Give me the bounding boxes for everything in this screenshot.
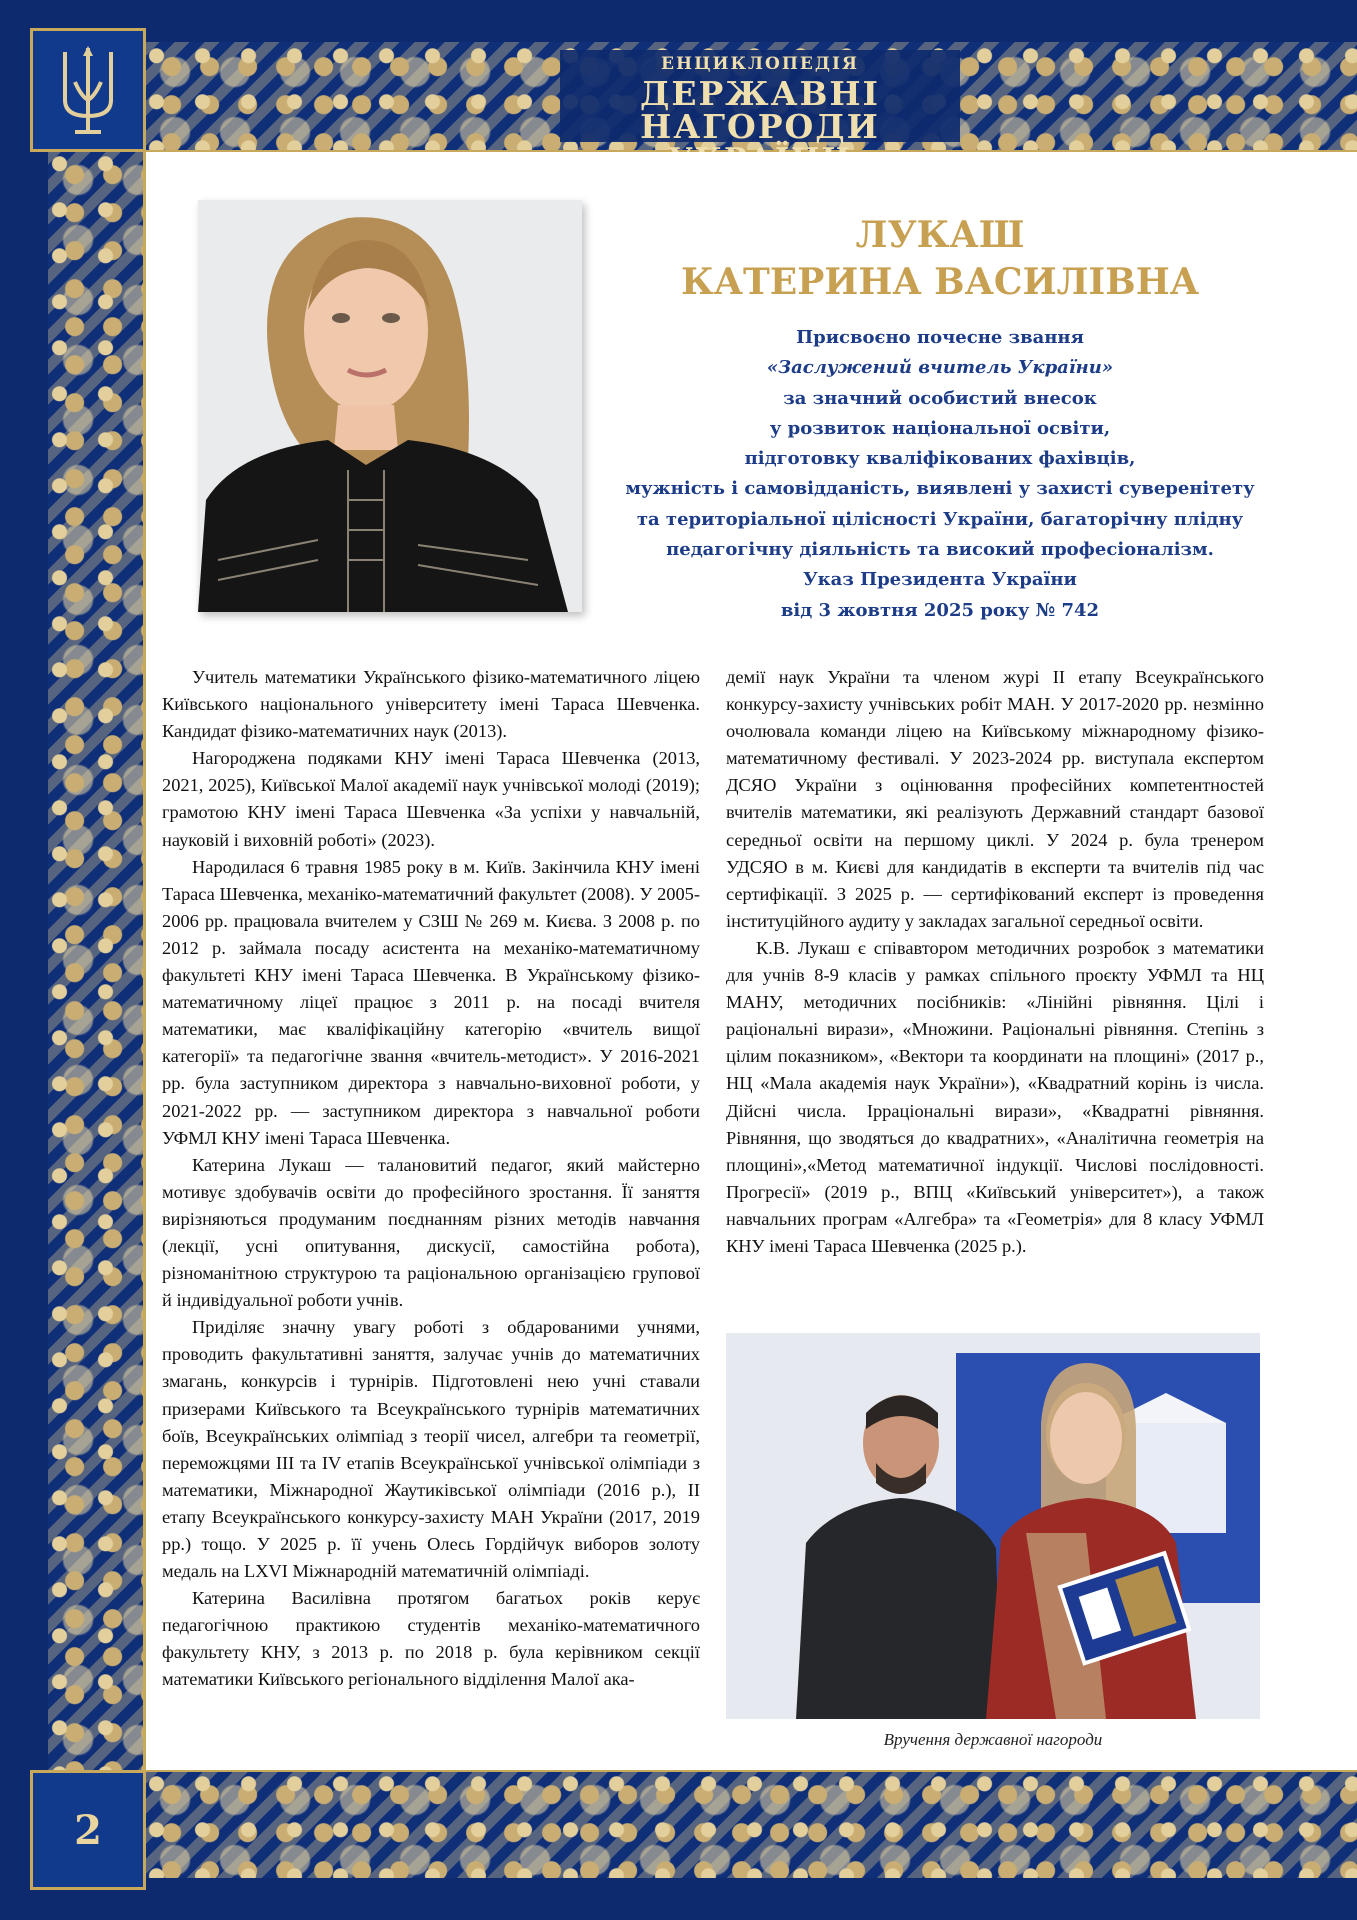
award-line-6: мужність і самовідданість, виявлені у захисті суверенітету bbox=[625, 478, 1255, 500]
paragraph: Народилася 6 травня 1985 року в м. Київ. Закінчила КНУ імені Тараса Шевченка, механіко-математичний факультет (2008). У 2005-2006 рр. працювала вчителем у СЗШ № 269 м. Києва. З 2008 р. по 2012 р. займала посаду асистента на механіко-математичному факультеті КНУ імені Тараса Шевченка. В Українському фізико-математичному ліцеї працює з 2011 р. на посаді вчителя математики, має кваліфікаційну категорію «вчитель вищої категорії» та педагогічне звання «вчитель-методист». У 2016-2021 рр. була заступником директора з навчально-виховної роботи, у 2021-2022 рр. — заступником директора з навчальної роботи УФМЛ КНУ імені Тараса Шевченка. bbox=[162, 856, 700, 1148]
article-column-right bbox=[726, 664, 1264, 1260]
paragraph: демії наук України та членом журі II етапу Всеукраїнського конкурсу-захисту учнівських робіт МАН. У 2017-2020 рр. незмінно очолювала команди ліцею на Київському міжнародному фізико-математичному фестивалі. У 2023-2024 рр. виступала експертом ДСЯО України з оцінювання професійних компетентностей вчителів математики, які реалізують Державний стандарт базової середньої освіти на першому циклі. У 2024 р. була тренером УДСЯО в м. Києві для кандидатів в експерти та вчителів під час сертифікації. З 2025 р. — сертифікований експерт із проведення інституційного аудиту у закладах загальної середньої освіти. bbox=[726, 667, 1264, 931]
trident-icon bbox=[53, 42, 123, 138]
photo-caption: Вручення державної нагороди bbox=[883, 1730, 1103, 1749]
title-line-2: ДЕРЖАВНІ НАГОРОДИ bbox=[640, 74, 880, 146]
award-line-1: Присвоєно почесне звання bbox=[796, 327, 1084, 348]
award-statement bbox=[600, 323, 1280, 626]
ornament-left-border bbox=[48, 150, 146, 1770]
emblem-box bbox=[30, 28, 146, 152]
paragraph: Приділяє значну увагу роботі з обдарованими учнями, проводить факультативні заняття, залучає учнів до математичних змагань, конкурсів і турнірів. Підготовлені нею учні ставали призерами Київського та Всеукраїнського турнірів математичних боїв, Всеукраїнських олімпіад з теорії чисел, алгебри та геометрії, переможцями III та IV етапів Всеукраїнської учнівської олімпіади з математики, Міжнародної Жаутиківської олімпіади (2016 р.), II етапу Всеукраїнського конкурсу-захисту МАН України (2017, 2019 рр.) тощо. У 2025 р. її учень Олесь Гордійчук виборов золоту медаль на LXVI Міжнародній математичній олімпіаді. bbox=[162, 1317, 700, 1582]
award-line-7: та територіальної цілісності України, багаторічну плідну bbox=[636, 508, 1244, 530]
portrait-photo bbox=[198, 200, 582, 612]
encyclopedia-title bbox=[560, 50, 960, 146]
page-number: 2 bbox=[74, 1806, 102, 1854]
award-line-8: педагогічну діяльність та високий професіоналізм. bbox=[666, 539, 1214, 561]
paragraph: Катерина Василівна протягом багатьох років керує педагогічною практикою студентів механіко-математичного факультету КНУ, з 2013 р. по 2018 р. була керівником секції математики Київського регіонального відділення Малої ака- bbox=[162, 1588, 700, 1690]
page-number-box bbox=[30, 1770, 146, 1890]
award-decree: Указ Президента України bbox=[803, 569, 1077, 591]
paragraph: К.В. Лукаш є співавтором методичних розробок з математики для учнів 8-9 класів у рамках спільного проєкту УФМЛ та НЦ МАНУ, методичних посібників: «Лінійні рівняння. Цілі і раціональні вирази», «Множини. Раціональні рівняння. Степінь з цілим показником», «Вектори та координати на площині» (2017 р., НЦ «Мала академія наук України»), «Квадратний корінь із числа. Дійсні числа. Ірраціональні вирази», «Квадратні рівняння. Рівняння, що зводяться до квадратних», «Аналітична геометрія на площині»,«Метод математичної індукції. Числові послідовності. Прогресії» (2019 р., ВПЦ «Київський університет»), а також навчальних програм «Алгебра» та «Геометрія» для 8 класу УФМЛ КНУ імені Тараса Шевченка (2025 р.). bbox=[726, 937, 1264, 1256]
article-column-left bbox=[162, 664, 700, 1694]
laureate-surname: ЛУКАШ bbox=[855, 214, 1025, 256]
laureate-given-names: КАТЕРИНА ВАСИЛІВНА bbox=[680, 261, 1200, 303]
ceremony-image bbox=[726, 1333, 1260, 1719]
award-line-5: підготовку кваліфікованих фахівців, bbox=[744, 448, 1136, 470]
paragraph: Нагороджена подяками КНУ імені Тараса Шевченка (2013, 2021, 2025), Київської Малої академії наук учнівської молоді (2019); грамотою КНУ імені Тараса Шевченка «За успіхи у навчальній, науковій і виховній роботі» (2023). bbox=[162, 748, 700, 850]
award-decree-date: від 3 жовтня 2025 року № 742 bbox=[780, 599, 1100, 621]
portrait-image bbox=[198, 200, 582, 612]
ornament-bottom-border bbox=[145, 1770, 1357, 1878]
ceremony-photo bbox=[726, 1333, 1260, 1719]
title-line-1: ЕНЦИКЛОПЕДІЯ bbox=[661, 54, 859, 74]
award-line-4: у розвиток національної освіти, bbox=[769, 417, 1111, 439]
award-title: «Заслужений вчитель України» bbox=[766, 357, 1114, 379]
laureate-name bbox=[620, 212, 1260, 306]
paragraph: Учитель математики Українського фізико-математичного ліцею Київського національного університету імені Тараса Шевченка. Кандидат фізико-математичних наук (2013). bbox=[162, 667, 700, 742]
award-line-3: за значний особистий внесок bbox=[783, 387, 1097, 409]
paragraph: Катерина Лукаш — талановитий педагог, який майстерно мотивує здобувачів освіти до професійного зростання. Її заняття вирізняються продуманим поєднанням різних методів навчання (лекції, усні опитування, дискусії, самостійна робота), різноманітною структурою та раціональною організацією групової й індивідуальної роботи учнів. bbox=[162, 1154, 700, 1311]
